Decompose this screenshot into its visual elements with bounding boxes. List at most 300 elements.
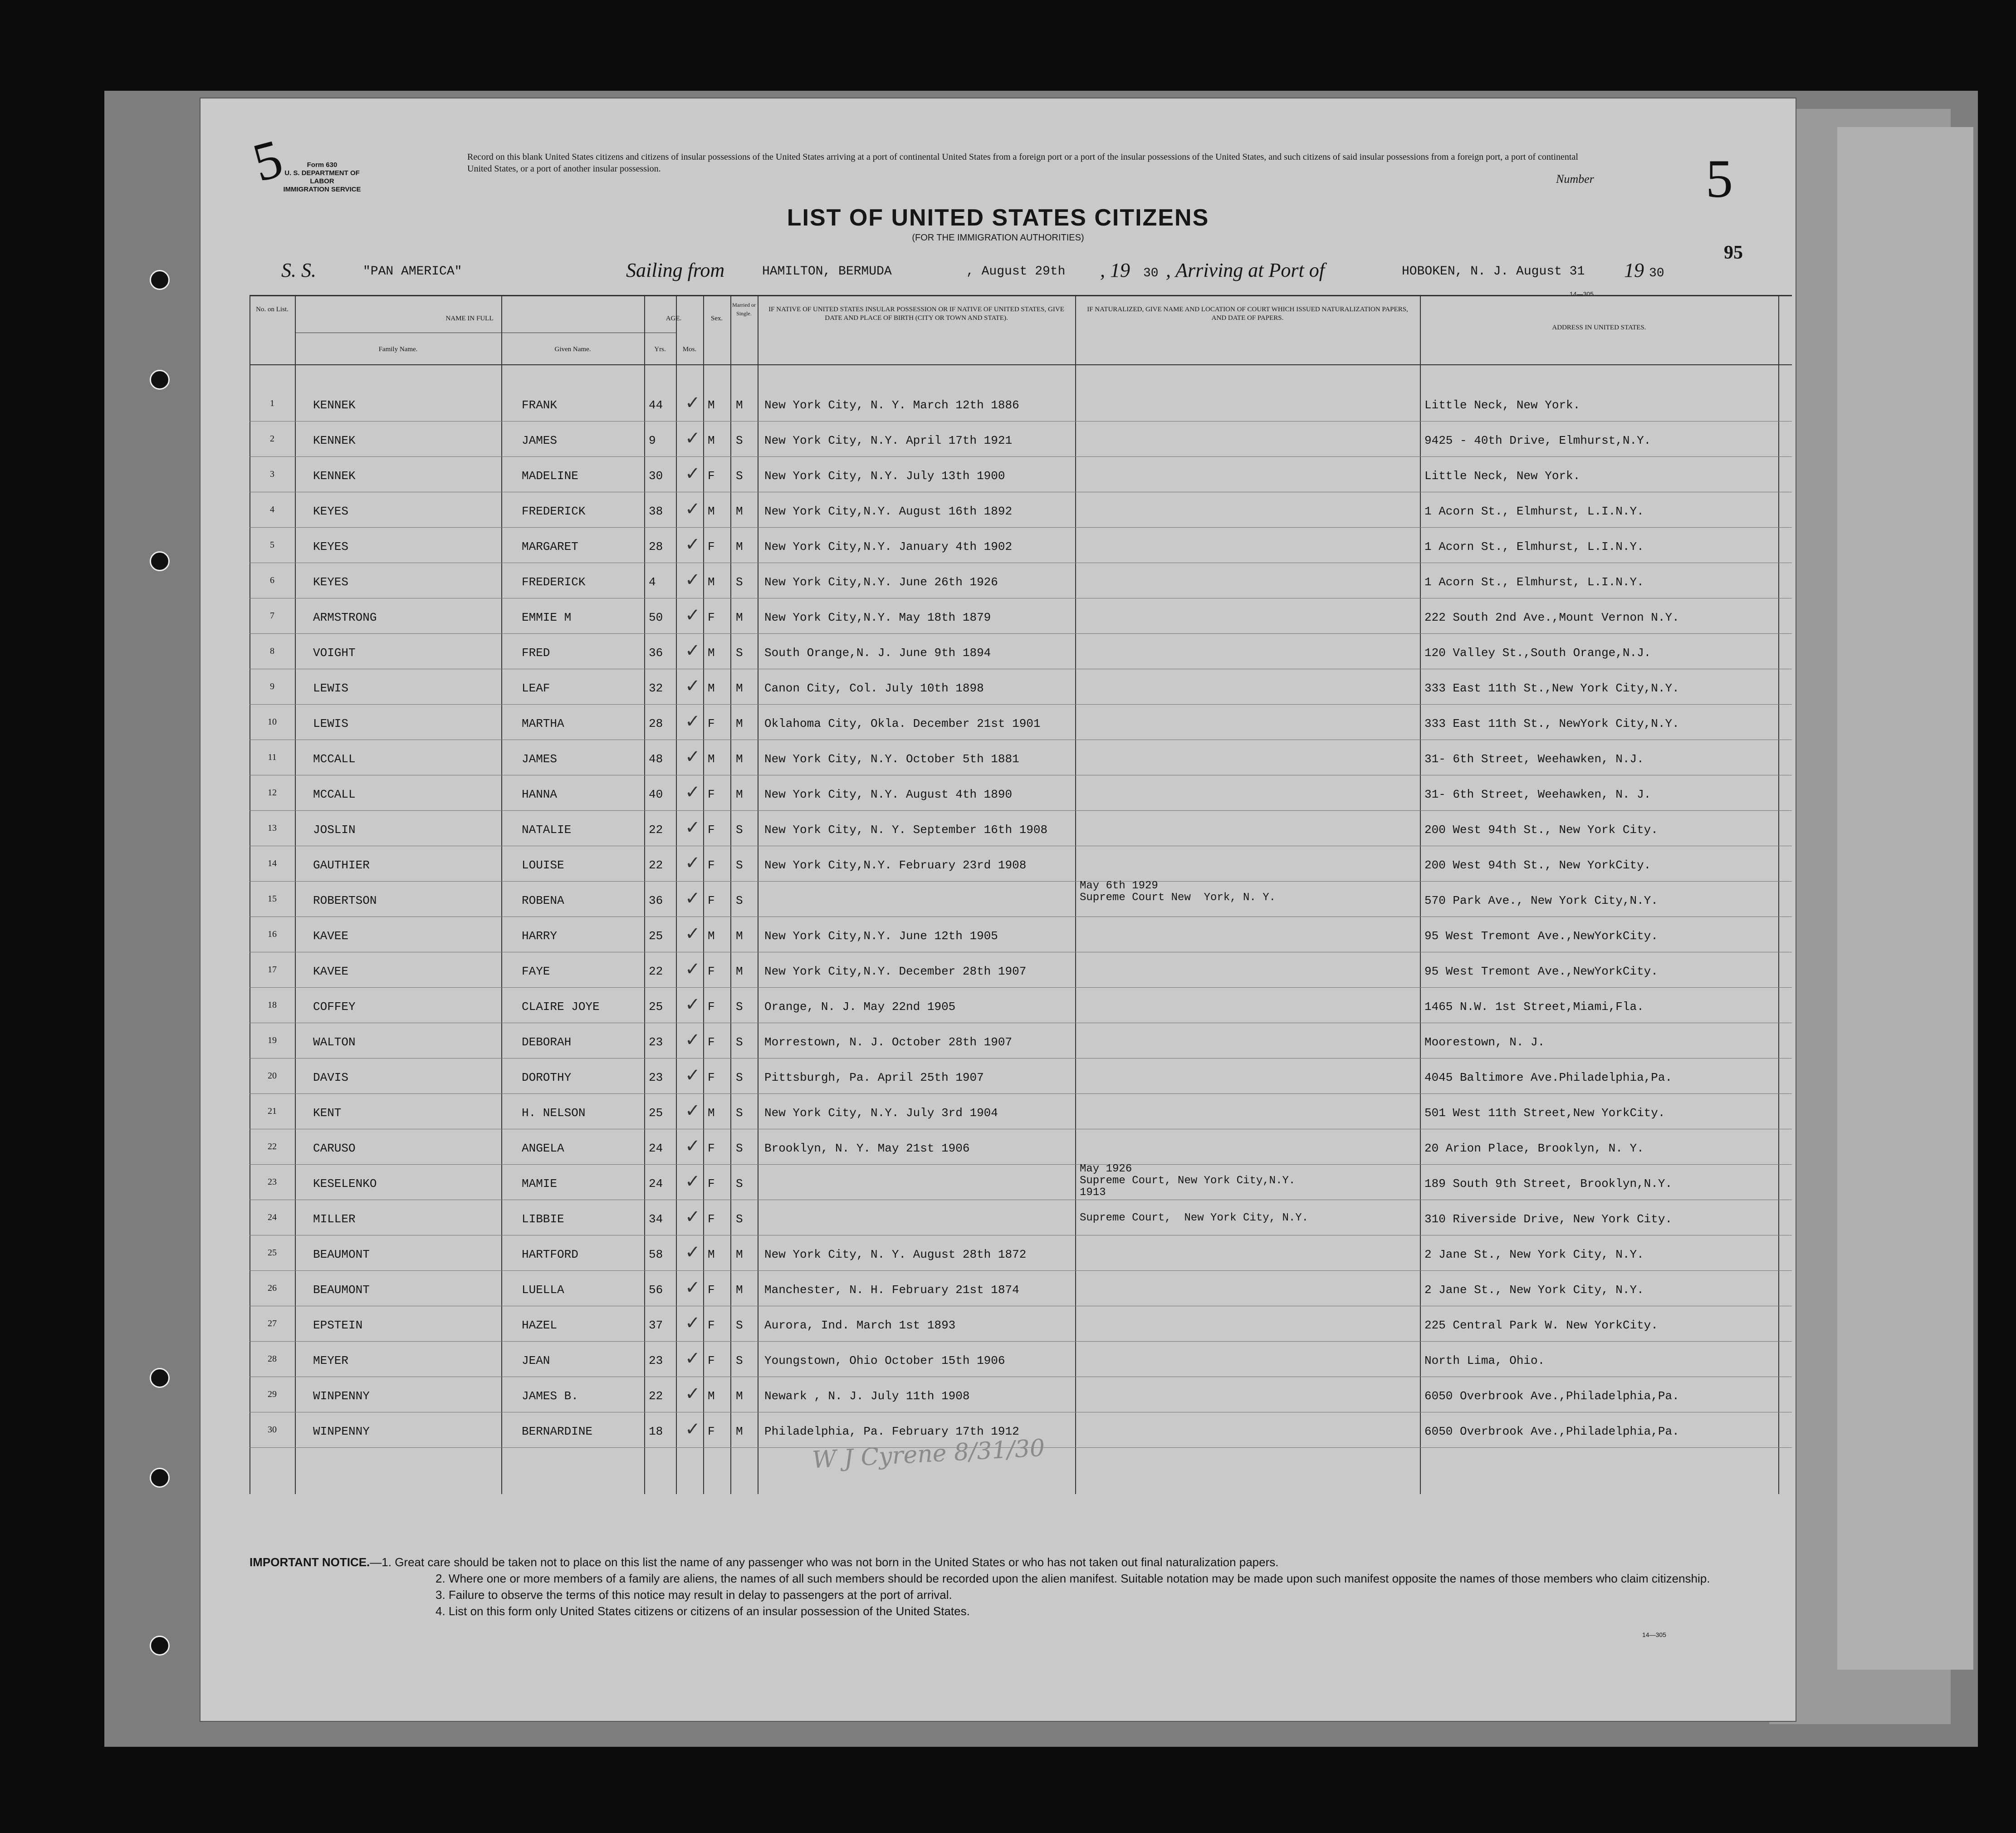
age-years: 23 <box>649 1354 663 1367</box>
notice-item-2: 2. Where one or more members of a family are aliens, the names of all such members should be recorded upon the alien manifest. Suitable notation may be made upon such manifest opposite the names of those members who claim citizenship. <box>435 1572 1710 1585</box>
year-2: 30 <box>1649 266 1664 280</box>
marital-status: M <box>736 681 743 695</box>
birth-place-date: New York City, N. Y. September 16th 1908 <box>764 823 1048 837</box>
row-number: 12 <box>268 788 277 798</box>
check-mark: ✓ <box>685 1419 700 1439</box>
family-name: LEWIS <box>313 717 349 730</box>
given-name: DOROTHY <box>522 1071 572 1084</box>
col-married-single: Married or Single. <box>732 302 756 317</box>
service-name: IMMIGRATION SERVICE <box>283 186 361 193</box>
row-number: 27 <box>268 1318 277 1328</box>
check-mark: ✓ <box>685 640 700 661</box>
check-mark: ✓ <box>685 1136 700 1156</box>
row-number: 16 <box>268 929 277 939</box>
us-address: 1 Acorn St., Elmhurst, L.I.N.Y. <box>1424 505 1644 518</box>
given-name: FAYE <box>522 965 550 978</box>
us-address: 1 Acorn St., Elmhurst, L.I.N.Y. <box>1424 575 1644 589</box>
row-number: 28 <box>268 1354 277 1364</box>
us-address: 6050 Overbrook Ave.,Philadelphia,Pa. <box>1424 1425 1679 1438</box>
sex: M <box>708 752 715 766</box>
birth-place-date: New York City,N.Y. February 23rd 1908 <box>764 858 1027 872</box>
given-name: MARGARET <box>522 540 578 554</box>
birth-place-date: Youngstown, Ohio October 15th 1906 <box>764 1354 1005 1367</box>
check-mark: ✓ <box>685 392 700 413</box>
check-mark: ✓ <box>685 463 700 484</box>
us-address: 333 East 11th St.,New York City,N.Y. <box>1424 681 1679 695</box>
row-number: 29 <box>268 1389 277 1399</box>
family-name: BEAUMONT <box>313 1248 370 1261</box>
row-number: 4 <box>270 505 274 515</box>
birth-place-date: South Orange,N. J. June 9th 1894 <box>764 646 991 660</box>
us-address: 6050 Overbrook Ave.,Philadelphia,Pa. <box>1424 1389 1679 1403</box>
marital-status: S <box>736 858 743 872</box>
marital-status: M <box>736 1389 743 1403</box>
row-number: 22 <box>268 1142 277 1152</box>
inspector-signature: W J Cyrene 8/31/30 <box>811 1434 1046 1474</box>
marital-status: M <box>736 1248 743 1261</box>
marital-status: M <box>736 788 743 801</box>
us-address: 2 Jane St., New York City, N.Y. <box>1424 1283 1644 1297</box>
age-years: 18 <box>649 1425 663 1438</box>
row-number: 25 <box>268 1248 277 1258</box>
age-years: 25 <box>649 929 663 943</box>
notice-item-4: 4. List on this form only United States citizens or citizens of an insular possession of the United States. <box>435 1604 970 1618</box>
birth-place-date: Philadelphia, Pa. February 17th 1912 <box>764 1425 1019 1438</box>
given-name: BERNARDINE <box>522 1425 593 1438</box>
col-given-name: Given Name. <box>554 346 591 353</box>
family-name: KEYES <box>313 505 349 518</box>
backing-sheet-far-right <box>1837 127 1973 1670</box>
check-mark: ✓ <box>685 888 700 908</box>
sex: F <box>708 611 715 624</box>
age-years: 37 <box>649 1318 663 1332</box>
us-address: 20 Arion Place, Brooklyn, N. Y. <box>1424 1142 1644 1155</box>
sex: F <box>708 717 715 730</box>
marital-status: M <box>736 717 743 730</box>
us-address: 2 Jane St., New York City, N.Y. <box>1424 1248 1644 1261</box>
row-number: 26 <box>268 1283 277 1293</box>
age-years: 23 <box>649 1071 663 1084</box>
sex: F <box>708 965 715 978</box>
notice-text-1: —1. Great care should be taken not to place on this list the name of any passenger who was not born in the United States or who has not taken out final naturalization papers. <box>370 1555 1279 1569</box>
birth-place-date: New York City,N.Y. May 18th 1879 <box>764 611 991 624</box>
family-name: KENNEK <box>313 469 356 483</box>
notice-item-3: 3. Failure to observe the terms of this notice may result in delay to passengers at the port of arrival. <box>435 1588 952 1602</box>
age-years: 38 <box>649 505 663 518</box>
birth-place-date: New York City, N. Y. August 28th 1872 <box>764 1248 1027 1261</box>
sex: M <box>708 398 715 412</box>
check-mark: ✓ <box>685 1348 700 1368</box>
given-name: EMMIE M <box>522 611 572 624</box>
given-name: CLAIRE JOYE <box>522 1000 600 1014</box>
marital-status: M <box>736 929 743 943</box>
important-notice <box>250 1554 1792 1619</box>
naturalization: May 6th 1929 Supreme Court New York, N. Y. <box>1080 880 1276 904</box>
sex: F <box>708 1177 715 1191</box>
marital-status: S <box>736 1212 743 1226</box>
check-mark: ✓ <box>685 817 700 838</box>
row-number: 14 <box>268 858 277 868</box>
check-mark: ✓ <box>685 853 700 873</box>
naturalization: Supreme Court, New York City, N.Y. <box>1080 1212 1309 1224</box>
notice-heading: IMPORTANT NOTICE. <box>250 1555 370 1569</box>
birth-place-date: New York City, N. Y. March 12th 1886 <box>764 398 1019 412</box>
page-subtitle: (FOR THE IMMIGRATION AUTHORITIES) <box>912 233 1084 243</box>
col-age: AGE. <box>665 315 682 322</box>
given-name: MAMIE <box>522 1177 558 1191</box>
row-number: 8 <box>270 646 274 656</box>
marital-status: S <box>736 823 743 837</box>
us-address: 222 South 2nd Ave.,Mount Vernon N.Y. <box>1424 611 1679 624</box>
row-number: 13 <box>268 823 277 833</box>
marital-status: S <box>736 1106 743 1120</box>
birth-place-date: New York City, N.Y. July 3rd 1904 <box>764 1106 998 1120</box>
family-name: JOSLIN <box>313 823 356 837</box>
sex: F <box>708 1283 715 1297</box>
row-number: 6 <box>270 575 274 585</box>
birth-place-date: Pittsburgh, Pa. April 25th 1907 <box>764 1071 984 1084</box>
binder-hole <box>150 1368 170 1388</box>
department-name: U. S. DEPARTMENT OF LABOR <box>284 169 360 185</box>
row-number: 11 <box>268 752 277 762</box>
check-mark: ✓ <box>685 1100 700 1121</box>
family-name: GAUTHIER <box>313 858 370 872</box>
col-mos: Mos. <box>682 346 697 353</box>
age-years: 28 <box>649 717 663 730</box>
family-name: MEYER <box>313 1354 349 1367</box>
row-divider <box>250 1164 1792 1165</box>
check-mark: ✓ <box>685 923 700 944</box>
given-name: JAMES <box>522 752 558 766</box>
row-divider <box>250 987 1792 988</box>
age-years: 30 <box>649 469 663 483</box>
family-name: WINPENNY <box>313 1425 370 1438</box>
sex: F <box>708 1000 715 1014</box>
birth-place-date: Oklahoma City, Okla. December 21st 1901 <box>764 717 1041 730</box>
given-name: LOUISE <box>522 858 564 872</box>
arriving-port: HOBOKEN, N. J. August 31 <box>1402 265 1585 279</box>
us-address: 95 West Tremont Ave.,NewYorkCity. <box>1424 965 1658 978</box>
check-mark: ✓ <box>685 959 700 979</box>
family-name: ARMSTRONG <box>313 611 377 624</box>
given-name: FREDERICK <box>522 505 586 518</box>
sailing-date: , August 29th <box>966 265 1066 279</box>
row-number: 20 <box>268 1071 277 1081</box>
birth-place-date: Morrestown, N. J. October 28th 1907 <box>764 1035 1013 1049</box>
given-name: JEAN <box>522 1354 550 1367</box>
year-label-1: , 19 <box>1100 259 1130 281</box>
binder-hole <box>150 370 170 390</box>
sex: F <box>708 1071 715 1084</box>
us-address: 333 East 11th St., NewYork City,N.Y. <box>1424 717 1679 730</box>
family-name: MILLER <box>313 1212 356 1226</box>
given-name: JAMES B. <box>522 1389 578 1403</box>
marital-status: M <box>736 398 743 412</box>
us-address: 189 South 9th Street, Brooklyn,N.Y. <box>1424 1177 1673 1191</box>
sex: F <box>708 1425 715 1438</box>
sex: M <box>708 929 715 943</box>
marital-status: S <box>736 434 743 447</box>
us-address: 95 West Tremont Ave.,NewYorkCity. <box>1424 929 1658 943</box>
marital-status: S <box>736 1354 743 1367</box>
us-address: 310 Riverside Drive, New York City. <box>1424 1212 1673 1226</box>
age-years: 48 <box>649 752 663 766</box>
birth-place-date: New York City, N.Y. August 4th 1890 <box>764 788 1013 801</box>
marital-status: M <box>736 965 743 978</box>
age-years: 25 <box>649 1000 663 1014</box>
arriving-label: , Arriving at Port of <box>1166 259 1325 281</box>
check-mark: ✓ <box>685 1383 700 1404</box>
age-years: 32 <box>649 681 663 695</box>
check-mark: ✓ <box>685 534 700 554</box>
col-name-in-full: NAME IN FULL <box>445 315 494 322</box>
age-years: 50 <box>649 611 663 624</box>
check-mark: ✓ <box>685 1242 700 1262</box>
family-name: LEWIS <box>313 681 349 695</box>
row-number: 5 <box>270 540 274 550</box>
sex: F <box>708 1354 715 1367</box>
check-mark: ✓ <box>685 782 700 802</box>
binder-hole <box>150 1636 170 1656</box>
page-title: LIST OF UNITED STATES CITIZENS <box>787 205 1209 231</box>
us-address: Moorestown, N. J. <box>1424 1035 1545 1049</box>
row-number: 15 <box>268 894 277 904</box>
age-years: 24 <box>649 1177 663 1191</box>
age-years: 22 <box>649 1389 663 1403</box>
us-address: 4045 Baltimore Ave.Philadelphia,Pa. <box>1424 1071 1673 1084</box>
row-divider <box>250 633 1792 634</box>
number-label: Number <box>1556 172 1594 186</box>
birth-place-date: Manchester, N. H. February 21st 1874 <box>764 1283 1019 1297</box>
birth-place-date: Orange, N. J. May 22nd 1905 <box>764 1000 956 1014</box>
row-number: 30 <box>268 1425 277 1435</box>
check-mark: ✓ <box>685 1065 700 1085</box>
binder-hole <box>150 551 170 571</box>
form-code-top: 14—305 <box>1570 290 1594 298</box>
binder-hole <box>150 270 170 290</box>
sex: M <box>708 1389 715 1403</box>
col-yrs: Yrs. <box>654 346 666 353</box>
family-name: KENNEK <box>313 434 356 447</box>
birth-place-date: Newark , N. J. July 11th 1908 <box>764 1389 970 1403</box>
given-name: LIBBIE <box>522 1212 564 1226</box>
check-mark: ✓ <box>685 746 700 767</box>
row-number: 10 <box>268 717 277 727</box>
age-years: 36 <box>649 646 663 660</box>
row-number: 1 <box>270 398 274 408</box>
handwritten-list-number: 5 <box>1706 148 1733 209</box>
sex: F <box>708 540 715 554</box>
row-number: 24 <box>268 1212 277 1222</box>
row-number: 2 <box>270 434 274 444</box>
marital-status: S <box>736 646 743 660</box>
marital-status: S <box>736 1177 743 1191</box>
ship-name: "PAN AMERICA" <box>363 265 462 279</box>
us-address: 200 West 94th St., New YorkCity. <box>1424 858 1651 872</box>
birth-place-date: New York City,N.Y. August 16th 1892 <box>764 505 1013 518</box>
us-address: 9425 - 40th Drive, Elmhurst,N.Y. <box>1424 434 1651 447</box>
row-number: 18 <box>268 1000 277 1010</box>
us-address: 120 Valley St.,South Orange,N.J. <box>1424 646 1651 660</box>
check-mark: ✓ <box>685 1029 700 1050</box>
birth-place-date: New York City,N.Y. January 4th 1902 <box>764 540 1013 554</box>
given-name: FREDERICK <box>522 575 586 589</box>
sex: F <box>708 1142 715 1155</box>
sex: F <box>708 858 715 872</box>
age-years: 44 <box>649 398 663 412</box>
check-mark: ✓ <box>685 605 700 625</box>
given-name: NATALIE <box>522 823 572 837</box>
row-number: 9 <box>270 681 274 691</box>
sex: F <box>708 469 715 483</box>
notice-item-1 <box>250 1554 1792 1570</box>
us-address: 501 West 11th Street,New YorkCity. <box>1424 1106 1665 1120</box>
year-1: 30 <box>1143 266 1159 280</box>
us-address: 31- 6th Street, Weehawken, N.J. <box>1424 752 1644 766</box>
given-name: HAZEL <box>522 1318 558 1332</box>
row-number: 3 <box>270 469 274 479</box>
given-name: ROBENA <box>522 894 564 907</box>
row-divider <box>250 1058 1792 1059</box>
family-name: ROBERTSON <box>313 894 377 907</box>
family-name: KEYES <box>313 575 349 589</box>
sailing-label: Sailing from <box>626 259 725 281</box>
family-name: KENNEK <box>313 398 356 412</box>
check-mark: ✓ <box>685 428 700 448</box>
row-number: 21 <box>268 1106 277 1116</box>
row-divider <box>250 881 1792 882</box>
row-number: 17 <box>268 965 277 975</box>
given-name: HANNA <box>522 788 558 801</box>
form-number: Form 630 <box>307 161 338 169</box>
family-name: KENT <box>313 1106 342 1120</box>
check-mark: ✓ <box>685 1206 700 1227</box>
row-divider <box>250 1093 1792 1094</box>
age-years: 24 <box>649 1142 663 1155</box>
us-address: Little Neck, New York. <box>1424 398 1581 412</box>
passenger-table <box>250 295 1792 1494</box>
age-years: 22 <box>649 858 663 872</box>
sex: M <box>708 575 715 589</box>
manifest-page <box>200 98 1796 1722</box>
col-family-name: Family Name. <box>378 346 418 353</box>
row-divider <box>250 916 1792 917</box>
birth-place-date: New York City, N.Y. April 17th 1921 <box>764 434 1013 447</box>
form-code-bottom: 14—305 <box>1642 1631 1666 1638</box>
intro-instructions: Record on this blank United States citizens and citizens of insular possessions of the United States arriving at a port of continental United States from a foreign port or a port of the insular possessions of the United States, and such citizens of said insular possessions from a foreign port, a port of continental United States, or a port of another insular possession. <box>467 152 1578 174</box>
sex: F <box>708 788 715 801</box>
age-years: 9 <box>649 434 656 447</box>
us-address: North Lima, Ohio. <box>1424 1354 1545 1367</box>
row-divider <box>250 456 1792 457</box>
ss-label: S. S. <box>281 259 316 281</box>
row-number: 23 <box>268 1177 277 1187</box>
birth-place-date: New York City, N.Y. July 13th 1900 <box>764 469 1005 483</box>
sex: M <box>708 681 715 695</box>
marital-status: S <box>736 575 743 589</box>
sex: F <box>708 1318 715 1332</box>
sex: M <box>708 1248 715 1261</box>
birth-place-date: New York City,N.Y. December 28th 1907 <box>764 965 1027 978</box>
family-name: KESELENKO <box>313 1177 377 1191</box>
given-name: HARRY <box>522 929 558 943</box>
check-mark: ✓ <box>685 1171 700 1191</box>
row-number: 7 <box>270 611 274 621</box>
given-name: DEBORAH <box>522 1035 572 1049</box>
given-name: MADELINE <box>522 469 578 483</box>
check-mark: ✓ <box>685 1313 700 1333</box>
given-name: HARTFORD <box>522 1248 578 1261</box>
col-address: ADDRESS IN UNITED STATES. <box>1552 324 1646 331</box>
given-name: LUELLA <box>522 1283 564 1297</box>
marital-status: S <box>736 894 743 907</box>
marital-status: S <box>736 1318 743 1332</box>
us-address: Little Neck, New York. <box>1424 469 1581 483</box>
us-address: 225 Central Park W. New YorkCity. <box>1424 1318 1658 1332</box>
given-name: FRED <box>522 646 550 660</box>
birth-place-date: New York City,N.Y. June 26th 1926 <box>764 575 998 589</box>
row-number: 19 <box>268 1035 277 1045</box>
sex: F <box>708 1035 715 1049</box>
age-years: 28 <box>649 540 663 554</box>
marital-status: S <box>736 469 743 483</box>
check-mark: ✓ <box>685 676 700 696</box>
row-divider <box>250 527 1792 528</box>
family-name: KEYES <box>313 540 349 554</box>
birth-place-date: Aurora, Ind. March 1st 1893 <box>764 1318 956 1332</box>
col-naturalized: IF NATURALIZED, GIVE NAME AND LOCATION OF COURT WHICH ISSUED NATURALIZATION PAPERS, AND DATE OF PAPERS. <box>1087 306 1408 322</box>
handwritten-list-number-left: 5 <box>246 127 289 193</box>
given-name: JAMES <box>522 434 558 447</box>
us-address: 1465 N.W. 1st Street,Miami,Fla. <box>1424 1000 1644 1014</box>
marital-status: M <box>736 611 743 624</box>
sailing-from: HAMILTON, BERMUDA <box>762 265 892 279</box>
marital-status: S <box>736 1071 743 1084</box>
us-address: 570 Park Ave., New York City,N.Y. <box>1424 894 1658 907</box>
check-mark: ✓ <box>685 1277 700 1298</box>
given-name: LEAF <box>522 681 550 695</box>
marital-status: S <box>736 1035 743 1049</box>
family-name: DAVIS <box>313 1071 349 1084</box>
birth-place-date: Canon City, Col. July 10th 1898 <box>764 681 984 695</box>
birth-place-date: New York City,N.Y. June 12th 1905 <box>764 929 998 943</box>
family-name: VOIGHT <box>313 646 356 660</box>
sex: M <box>708 646 715 660</box>
row-divider <box>250 704 1792 705</box>
age-years: 23 <box>649 1035 663 1049</box>
check-mark: ✓ <box>685 994 700 1015</box>
age-years: 36 <box>649 894 663 907</box>
sheet-number: 95 <box>1724 242 1743 263</box>
family-name: BEAUMONT <box>313 1283 370 1297</box>
given-name: ANGELA <box>522 1142 564 1155</box>
sex: F <box>708 823 715 837</box>
check-mark: ✓ <box>685 499 700 519</box>
age-years: 40 <box>649 788 663 801</box>
age-years: 22 <box>649 823 663 837</box>
us-address: 200 West 94th St., New York City. <box>1424 823 1658 837</box>
col-birth: IF NATIVE OF UNITED STATES INSULAR POSSESSION OR IF NATIVE OF UNITED STATES, GIVE DATE AND PLACE OF BIRTH (CITY OR TOWN AND STATE). <box>768 306 1064 322</box>
given-name: H. NELSON <box>522 1106 586 1120</box>
sex: M <box>708 1106 715 1120</box>
age-years: 25 <box>649 1106 663 1120</box>
row-divider <box>250 1341 1792 1342</box>
marital-status: M <box>736 752 743 766</box>
col-no: No. on List. <box>256 306 289 313</box>
year-label-2: 19 <box>1624 259 1644 281</box>
birth-place-date: Brooklyn, N. Y. May 21st 1906 <box>764 1142 970 1155</box>
sex: M <box>708 434 715 447</box>
